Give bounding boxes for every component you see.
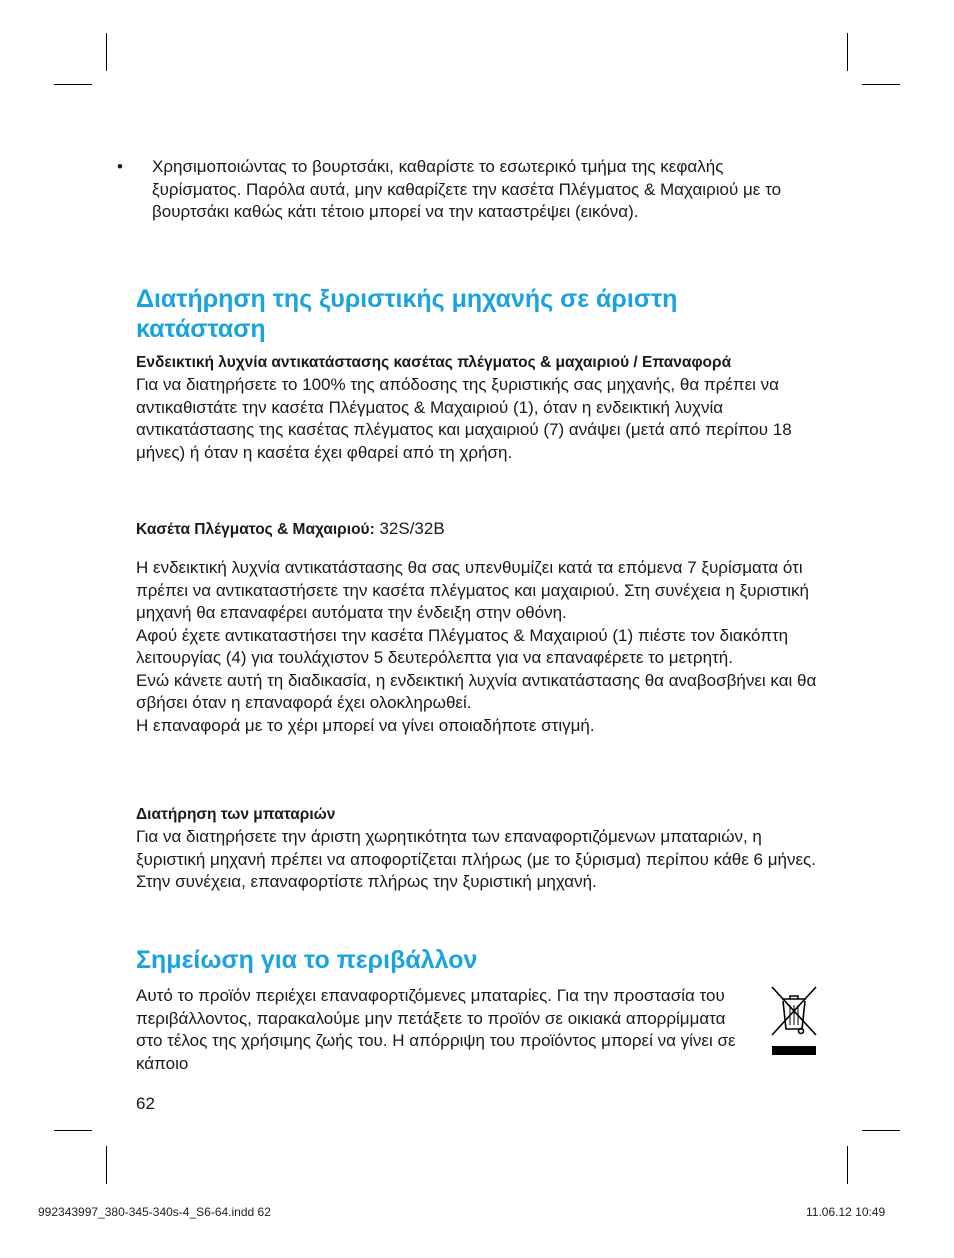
battery-heading: Διατήρηση των μπαταριών	[136, 806, 336, 823]
crossed-out-wheelie-bin-icon	[768, 985, 820, 1057]
crop-mark	[847, 33, 848, 71]
paragraph: Ενώ κάνετε αυτή τη διαδικασία, η ενδεικτική λυχνία αντικατάστασης θα αναβοσβήνει και θα σβήσει όταν η επαναφορά έχει ολοκληρωθεί.	[136, 670, 817, 712]
cassette-label: Κασέτα Πλέγματος & Μαχαιριού:	[136, 521, 375, 538]
cassette-value: 32S/32B	[374, 519, 445, 538]
crop-mark	[847, 1146, 848, 1184]
crop-mark	[54, 84, 92, 85]
indicator-section	[136, 352, 826, 464]
battery-text: Για να διατηρήσετε την άριστη χωρητικότητα των επαναφορτιζόμενων μπαταριών, η ξυριστική μηχανή πρέπει να αποφορτίζεται πλήρως (με το ξύρισμα) περίπου κάθε 6 μήνες. Στην συνέχεια, επαναφορτίστε πλήρως την ξυριστική μηχανή.	[136, 827, 816, 891]
section-title-environment: Σημείωση για το περιβάλλον	[136, 946, 478, 974]
environment-section	[136, 985, 742, 1075]
bullet-dot: •	[117, 157, 123, 176]
indicator-text: Για να διατηρήσετε το 100% της απόδοσης της ξυριστικής σας μηχανής, θα πρέπει να αντικαθιστάτε την κασέτα Πλέγματος & Μαχαιριού (1), όταν η ενδεικτική λυχνία αντικατάστασης της κασέτας πλέγματος και μαχαιριού (7) ανάψει (μετά από περίπου 18 μήνες) ή όταν η κασέτα έχει φθαρεί από τη χρήση.	[136, 375, 792, 462]
indicator-heading: Ενδεικτική λυχνία αντικατάστασης κασέτας πλέγματος & μαχαιριού / Επαναφορά	[136, 354, 732, 371]
crop-mark	[54, 1130, 92, 1131]
footer-file: 992343997_380-345-340s-4_S6-64.indd 62	[38, 1205, 271, 1219]
crop-mark	[862, 1130, 900, 1131]
cassette-line	[136, 518, 826, 541]
paragraph: Η ενδεικτική λυχνία αντικατάστασης θα σας υπενθυμίζει κατά τα επόμενα 7 ξυρίσματα ότι πρέπει να αντικαταστήσετε την κασέτα πλέγματος και μαχαιριού. Στη συνέχεια η ξυριστική μηχανή θα επαναφέρει αυτόματα την ένδειξη στην οθόνη.	[136, 558, 809, 622]
reset-section	[136, 557, 826, 737]
footer-datetime: 11.06.12 10:49	[806, 1205, 886, 1219]
paragraph: Αφού έχετε αντικαταστήσει την κασέτα Πλέγματος & Μαχαιριού (1) πιέστε τον διακόπτη λειτουργίας (4) για τουλάχιστον 5 δευτερόλεπτα για να επαναφέρετε το μετρητή.	[136, 625, 789, 667]
section-title-maintenance: Διατήρηση της ξυριστικής μηχανής σε άριστη κατάσταση	[136, 285, 678, 343]
crop-mark	[862, 84, 900, 85]
environment-text: Αυτό το προϊόν περιέχει επαναφορτιζόμενες μπαταρίες. Για την προστασία του περιβάλλοντος, παρακαλούμε μην πετάξετε το προϊόν σε οικιακά απορρίμματα στο τέλος της χρήσιμης ζωής του. Η απόρριψη του προϊόντος μπορεί να γίνει σε κάποιο	[136, 986, 736, 1073]
page-number: 62	[136, 1094, 155, 1113]
bullet-item	[117, 156, 812, 224]
bullet-text: Χρησιμοποιώντας το βουρτσάκι, καθαρίστε το εσωτερικό τμήμα της κεφαλής ξυρίσματος. Παρόλα αυτά, μην καθαρίζετε την κασέτα Πλέγματος & Μαχαιριού με το βουρτσάκι καθώς κάτι τέτοιο μπορεί να την καταστρέψει (εικόνα).	[152, 157, 782, 221]
paragraph: Η επαναφορά με το χέρι μπορεί να γίνει οποιαδήποτε στιγμή.	[136, 715, 595, 735]
crop-mark	[106, 33, 107, 71]
crop-mark	[106, 1146, 107, 1184]
battery-section	[136, 804, 826, 894]
